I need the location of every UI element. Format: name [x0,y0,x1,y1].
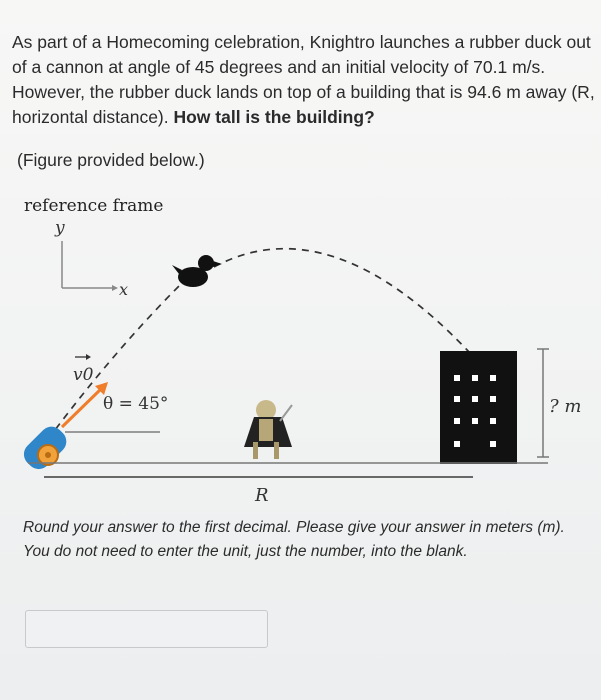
angle-label: θ = 45° [103,394,169,414]
cannon-icon [19,422,71,474]
axis-y-label: y [55,218,65,238]
trajectory-rise [40,285,180,450]
range-label: R [255,485,269,506]
figure-note: (Figure provided below.) [17,150,205,170]
velocity-arrow [62,388,102,427]
question-text [12,30,597,130]
rubber-duck-icon [172,255,222,287]
axis-x-arrowhead [112,285,118,291]
velocity-vector-head [86,354,91,360]
knight-mascot-icon [244,400,292,459]
trajectory-arc [214,249,470,353]
question-prompt: How tall is the building? [173,107,375,127]
building-icon [440,351,517,464]
projectile-figure [0,185,601,515]
instructions-text: Round your answer to the first decimal. Please give your answer in meters (m). You do not need to enter the unit, just the number, into the blank. [23,519,565,560]
answer-input[interactable] [25,610,268,648]
reference-frame-label: reference frame [24,196,164,216]
height-label: ? m [549,396,582,417]
axis-x-label: x [119,280,129,299]
question-body: As part of a Homecoming celebration, Knightro launches a rubber duck out of a cannon at angle of 45 degrees and an initial velocity of 70.1 m/s. However, the rubber duck lands on top of a building that is 94.6 m away (R, horizontal distance). [12,32,595,127]
velocity-label: v0 [73,365,94,385]
